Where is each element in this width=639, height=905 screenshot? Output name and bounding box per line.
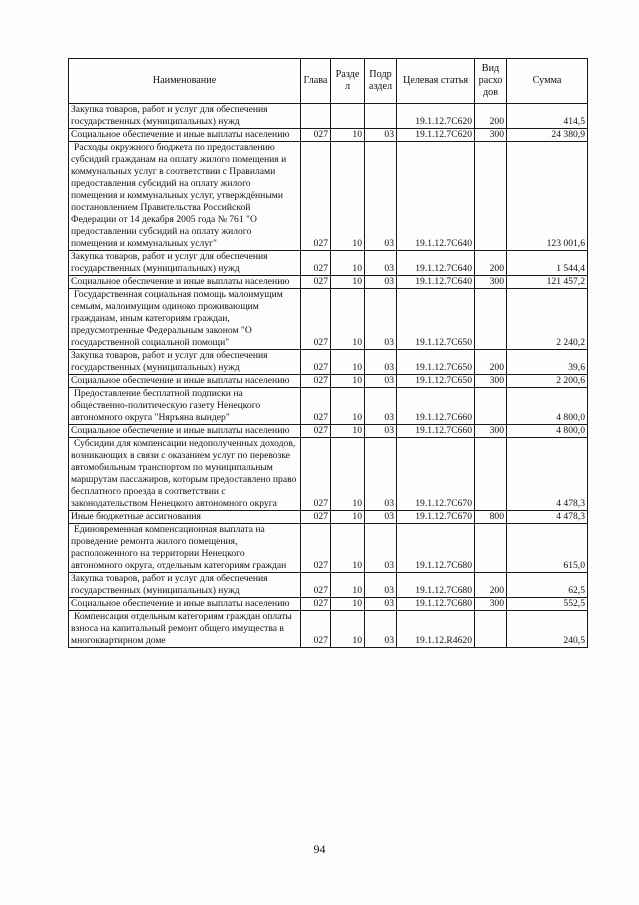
page-number: 94: [313, 842, 326, 856]
table-row: [69, 524, 588, 573]
row-expense-type: [475, 524, 507, 573]
row-name: Социальное обеспечение и иные выплаты населению: [69, 276, 301, 289]
row-chapter: 027: [301, 388, 331, 425]
header-section: Разде л: [331, 59, 365, 104]
row-section: 10: [331, 350, 365, 375]
row-target-item: 19.1.12.7C640: [397, 142, 475, 251]
row-subsection: 03: [365, 251, 397, 276]
row-subsection: 03: [365, 425, 397, 438]
row-subsection: 03: [365, 611, 397, 648]
row-target-item: 19.1.12.7C650: [397, 350, 475, 375]
row-subsection: 03: [365, 129, 397, 142]
row-target-item: 19.1.12.R4620: [397, 611, 475, 648]
row-target-item: 19.1.12.7C620: [397, 129, 475, 142]
row-expense-type: 200: [475, 350, 507, 375]
row-target-item: 19.1.12.7C640: [397, 276, 475, 289]
row-amount: 1 544,4: [507, 251, 588, 276]
row-name: Субсидии для компенсации недополученных доходов, возникающих в связи с оказанием услуг по перевозке автомобильным транспортом по муниципальным маршрутам пассажиров, которым предоставлено право бесплатного проезда в соответствии с законодательством Ненецкого автономного округа: [69, 438, 301, 511]
row-chapter: 027: [301, 251, 331, 276]
row-section: 10: [331, 142, 365, 251]
row-amount: 414,5: [507, 104, 588, 129]
row-name: Социальное обеспечение и иные выплаты населению: [69, 598, 301, 611]
row-target-item: 19.1.12.7C660: [397, 388, 475, 425]
row-expense-type: [475, 142, 507, 251]
row-subsection: 03: [365, 438, 397, 511]
row-chapter: 027: [301, 511, 331, 524]
row-name: Компенсация отдельным категориям граждан оплаты взноса на капитальный ремонт общего имущества в многоквартирном доме: [69, 611, 301, 648]
row-expense-type: 300: [475, 276, 507, 289]
row-name: Социальное обеспечение и иные выплаты населению: [69, 129, 301, 142]
row-chapter: 027: [301, 573, 331, 598]
row-amount: 615,0: [507, 524, 588, 573]
row-target-item: 19.1.12.7C680: [397, 573, 475, 598]
row-subsection: 03: [365, 350, 397, 375]
row-expense-type: [475, 289, 507, 350]
row-name: Социальное обеспечение и иные выплаты населению: [69, 375, 301, 388]
row-name: Расходы окружного бюджета по предоставлению субсидий гражданам на оплату жилого помещения и коммунальных услуг в соответствии с Правилами предоставления субсидий на оплату жилого помещения и коммунальных услуг, утверждёнными постановлением Правительства Российской Федерации от 14 декабря 2005 года № 761 "О предоставлении субсидий на оплату жилого помещения и коммунальных услуг": [69, 142, 301, 251]
row-name: Закупка товаров, работ и услуг для обеспечения государственных (муниципальных) нужд: [69, 251, 301, 276]
row-section: 10: [331, 598, 365, 611]
table-row: [69, 251, 588, 276]
row-target-item: 19.1.12.7C650: [397, 289, 475, 350]
table-row: [69, 276, 588, 289]
row-name: Государственная социальная помощь малоимущим семьям, малоимущим одиноко проживающим гражданам, иным категориям граждан, предусмотренные Федеральным законом "О государственной социальной помощи": [69, 289, 301, 350]
row-subsection: 03: [365, 142, 397, 251]
row-chapter: 027: [301, 598, 331, 611]
row-amount: 2 240,2: [507, 289, 588, 350]
row-subsection: 03: [365, 289, 397, 350]
row-target-item: 19.1.12.7C650: [397, 375, 475, 388]
budget-table: [68, 58, 588, 648]
row-name: Закупка товаров, работ и услуг для обеспечения государственных (муниципальных) нужд: [69, 573, 301, 598]
table-row: [69, 438, 588, 511]
row-subsection: [365, 104, 397, 129]
header-name: Наименование: [69, 59, 301, 104]
row-name: Единовременная компенсационная выплата на проведение ремонта жилого помещения, расположенного на территории Ненецкого автономного округа, отдельным категориям граждан: [69, 524, 301, 573]
header-chapter: Глава: [301, 59, 331, 104]
row-section: 10: [331, 276, 365, 289]
row-target-item: 19.1.12.7C680: [397, 524, 475, 573]
row-amount: 552,5: [507, 598, 588, 611]
row-expense-type: 300: [475, 375, 507, 388]
table-row: [69, 598, 588, 611]
row-section: 10: [331, 251, 365, 276]
row-section: 10: [331, 388, 365, 425]
row-amount: 62,5: [507, 573, 588, 598]
row-subsection: 03: [365, 375, 397, 388]
row-expense-type: 300: [475, 129, 507, 142]
row-section: 10: [331, 438, 365, 511]
row-section: 10: [331, 573, 365, 598]
row-chapter: 027: [301, 289, 331, 350]
table-row: [69, 425, 588, 438]
row-chapter: 027: [301, 142, 331, 251]
row-subsection: 03: [365, 276, 397, 289]
row-name: Предоставление бесплатной подписки на общественно-политическую газету Ненецкого автономного округа "Няръяна вындер": [69, 388, 301, 425]
row-subsection: 03: [365, 598, 397, 611]
row-amount: 240,5: [507, 611, 588, 648]
row-subsection: 03: [365, 388, 397, 425]
table-header: [69, 59, 588, 104]
table-row: [69, 388, 588, 425]
row-amount: 4 800,0: [507, 388, 588, 425]
row-name: Социальное обеспечение и иные выплаты населению: [69, 425, 301, 438]
row-section: 10: [331, 129, 365, 142]
row-chapter: 027: [301, 425, 331, 438]
row-target-item: 19.1.12.7C620: [397, 104, 475, 129]
row-amount: 4 478,3: [507, 438, 588, 511]
table-row: [69, 104, 588, 129]
table-row: [69, 375, 588, 388]
row-expense-type: [475, 388, 507, 425]
row-subsection: 03: [365, 511, 397, 524]
row-target-item: 19.1.12.7C670: [397, 511, 475, 524]
row-chapter: 027: [301, 611, 331, 648]
row-name: Иные бюджетные ассигнования: [69, 511, 301, 524]
row-section: 10: [331, 289, 365, 350]
table-row: [69, 611, 588, 648]
row-expense-type: 300: [475, 425, 507, 438]
row-name: Закупка товаров, работ и услуг для обеспечения государственных (муниципальных) нужд: [69, 104, 301, 129]
row-amount: 121 457,2: [507, 276, 588, 289]
row-chapter: 027: [301, 129, 331, 142]
table-row: [69, 350, 588, 375]
row-amount: 39,6: [507, 350, 588, 375]
table-row: [69, 142, 588, 251]
table-body: [69, 104, 588, 648]
row-chapter: [301, 104, 331, 129]
row-section: 10: [331, 375, 365, 388]
row-expense-type: 800: [475, 511, 507, 524]
table-row: [69, 573, 588, 598]
header-amount: Сумма: [507, 59, 588, 104]
table-row: [69, 289, 588, 350]
row-target-item: 19.1.12.7C640: [397, 251, 475, 276]
row-chapter: 027: [301, 350, 331, 375]
row-subsection: 03: [365, 573, 397, 598]
header-target-item: Целевая статья: [397, 59, 475, 104]
row-amount: 2 200,6: [507, 375, 588, 388]
table-row: [69, 511, 588, 524]
header-expense-type: Вид расхо дов: [475, 59, 507, 104]
row-subsection: 03: [365, 524, 397, 573]
row-section: 10: [331, 524, 365, 573]
row-expense-type: 300: [475, 598, 507, 611]
row-section: 10: [331, 425, 365, 438]
row-expense-type: 200: [475, 104, 507, 129]
table-row: [69, 129, 588, 142]
row-chapter: 027: [301, 276, 331, 289]
row-target-item: 19.1.12.7C680: [397, 598, 475, 611]
header-subsection: Подр аздел: [365, 59, 397, 104]
row-expense-type: [475, 611, 507, 648]
row-expense-type: [475, 438, 507, 511]
row-amount: 4 478,3: [507, 511, 588, 524]
row-amount: 24 380,9: [507, 129, 588, 142]
row-section: 10: [331, 511, 365, 524]
row-section: [331, 104, 365, 129]
row-amount: 123 001,6: [507, 142, 588, 251]
row-name: Закупка товаров, работ и услуг для обеспечения государственных (муниципальных) нужд: [69, 350, 301, 375]
row-section: 10: [331, 611, 365, 648]
row-amount: 4 800,0: [507, 425, 588, 438]
row-target-item: 19.1.12.7C660: [397, 425, 475, 438]
row-expense-type: 200: [475, 251, 507, 276]
row-chapter: 027: [301, 375, 331, 388]
row-target-item: 19.1.12.7C670: [397, 438, 475, 511]
row-chapter: 027: [301, 524, 331, 573]
row-chapter: 027: [301, 438, 331, 511]
row-expense-type: 200: [475, 573, 507, 598]
